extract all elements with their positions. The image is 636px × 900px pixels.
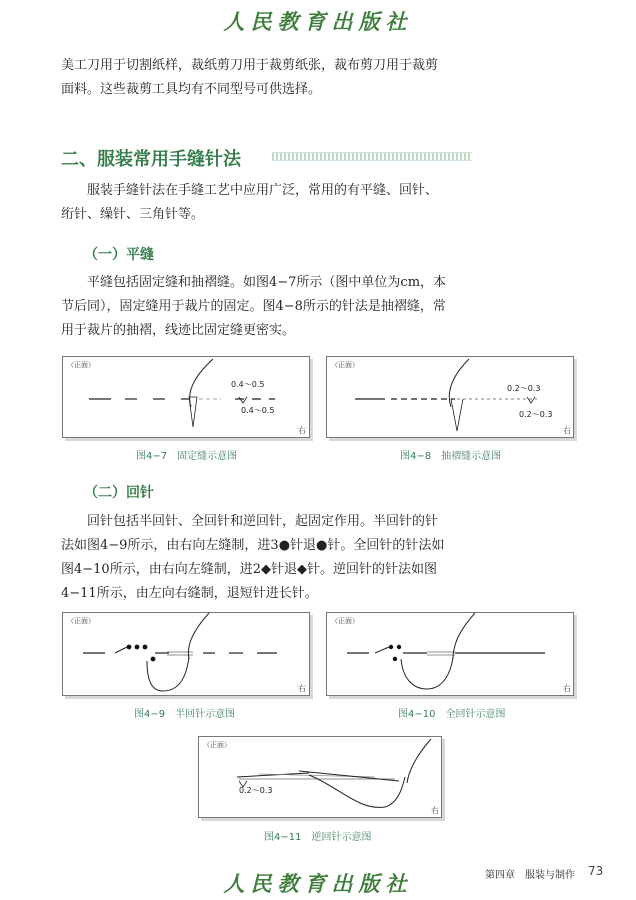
- direction-label: 右: [563, 426, 571, 435]
- figure-4-11: [198, 736, 442, 818]
- side-label: （正面）: [331, 361, 359, 369]
- figure-caption: 图4−10 全回针示意图: [398, 709, 506, 720]
- chapter-label: 第四章 服装与制作: [485, 870, 575, 881]
- paragraph-line: 4−11所示，由左向右缝制，退短针进长针。: [61, 586, 318, 601]
- subsection-title-huizhen: （二）回针: [84, 485, 154, 501]
- stitch-diagram: [199, 737, 441, 817]
- figure-caption: 图4−11 逆回针示意图: [264, 832, 372, 843]
- dimension-label: 0.2～0.3: [239, 786, 273, 795]
- figure-caption: 图4−8 抽褶缝示意图: [400, 451, 502, 462]
- side-label: （正面）: [67, 361, 95, 369]
- footer-publisher-logo: 人民教育出版社: [223, 871, 413, 896]
- figure-caption: 图4−9 半回针示意图: [134, 709, 236, 720]
- subsection-paragraph: [61, 271, 446, 343]
- paragraph-line: 平缝包括固定缝和抽褶缝。如图4−7所示（图中单位为cm，本: [87, 275, 447, 290]
- subsection-paragraph: [61, 510, 444, 606]
- section-line: 服装手缝针法在手缝工艺中应用广泛，常用的有平缝、回针、: [87, 183, 439, 198]
- dimension-label: 0.4～0.5: [231, 380, 265, 389]
- figure-4-8: [326, 356, 574, 438]
- paragraph-line: 图4−10所示，由右向左缝制，进2◆针退◆针。逆回针的针法如图: [61, 562, 437, 577]
- section-paragraph: [61, 179, 438, 227]
- direction-label: 右: [298, 684, 306, 693]
- side-label: （正面）: [203, 741, 231, 749]
- stitch-diagram: [327, 357, 573, 437]
- dimension-label: 0.2～0.3: [519, 410, 553, 419]
- intro-paragraph: [61, 54, 438, 102]
- publisher-logo: 人民教育出版社: [223, 9, 413, 34]
- direction-label: 右: [563, 684, 571, 693]
- paragraph-line: 法如图4−9所示，由右向左缝制，进3●针退●针。全回针的针法如: [61, 538, 445, 553]
- paragraph-line: 节后同），固定缝用于裁片的固定。图4−8所示的针法是抽褶缝，常: [61, 299, 446, 314]
- figure-4-7: [62, 356, 310, 438]
- side-label: （正面）: [67, 617, 95, 625]
- page-number: 73: [588, 864, 604, 878]
- intro-line: 面料。这些裁剪工具均有不同型号可供选择。: [61, 82, 322, 97]
- stitch-diagram: [63, 357, 309, 437]
- stitch-diagram: [327, 613, 573, 695]
- dimension-label: 0.2～0.3: [507, 384, 541, 393]
- dimension-label: 0.4～0.5: [241, 406, 275, 415]
- subsection-title-pingfeng: （一）平缝: [84, 247, 154, 263]
- paragraph-line: 回针包括半回针、全回针和逆回针，起固定作用。半回针的针: [87, 514, 439, 529]
- section-line: 绗针、缲针、三角针等。: [61, 207, 205, 222]
- intro-line: 美工刀用于切割纸样，裁纸剪刀用于裁剪纸张，裁布剪刀用于裁剪: [61, 58, 439, 73]
- paragraph-line: 用于裁片的抽褶，线迹比固定缝更密实。: [61, 323, 296, 338]
- direction-label: 右: [298, 426, 306, 435]
- direction-label: 右: [431, 806, 439, 815]
- figure-4-10: [326, 612, 574, 696]
- side-label: （正面）: [331, 617, 359, 625]
- section-title-rule: [272, 152, 472, 161]
- figure-caption: 图4−7 固定缝示意图: [136, 451, 238, 462]
- stitch-diagram: [63, 613, 309, 695]
- section-title: 二、服装常用手缝针法: [61, 149, 241, 170]
- figure-4-9: [62, 612, 310, 696]
